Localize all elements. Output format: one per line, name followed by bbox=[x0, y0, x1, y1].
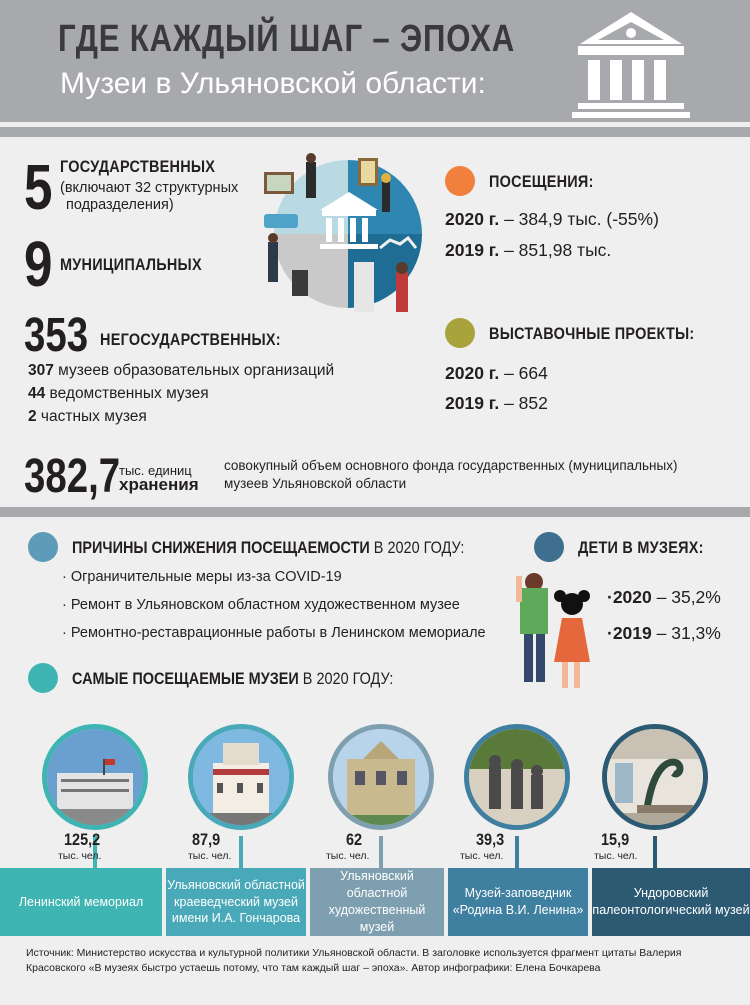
state-museums-label: ГОСУДАРСТВЕННЫХ bbox=[60, 157, 216, 176]
museum-visitors-value: 62 bbox=[346, 830, 363, 849]
fund-unit: тыс. единиц bbox=[119, 463, 192, 478]
reasons-title: ПРИЧИНЫ СНИЖЕНИЯ ПОСЕЩАЕМОСТИ В 2020 ГОДУ: bbox=[72, 538, 465, 557]
museum-name: Музей-заповедник «Родина В.И. Ленина» bbox=[448, 868, 588, 936]
reason-item: · Ограничительные меры из-за COVID-19 bbox=[62, 569, 342, 585]
museum-visitors-unit: тыс. чел. bbox=[326, 850, 370, 862]
children-illustration bbox=[516, 568, 604, 692]
nonstate-museums-label: НЕГОСУДАРСТВЕННЫХ: bbox=[100, 330, 281, 349]
divider bbox=[0, 127, 750, 137]
nonstate-museums-count: 353 bbox=[24, 309, 89, 362]
museum-visitors-value: 15,9 bbox=[601, 830, 630, 849]
museum-name: Ундоровский палеонтологический музей bbox=[592, 868, 750, 936]
municipal-museums-count: 9 bbox=[24, 228, 53, 300]
reason-item: · Ремонтно-реставрационные работы в Ленинском мемориале bbox=[62, 625, 486, 641]
visits-row: 2020 г. – 384,9 тыс. (-55%) bbox=[445, 209, 659, 229]
page-subtitle: Музеи в Ульяновской области: bbox=[60, 67, 486, 100]
museum-visitors-unit: тыс. чел. bbox=[594, 850, 638, 862]
nonstate-item: 307 музеев образовательных организаций bbox=[28, 362, 335, 379]
museum-illustration bbox=[262, 152, 430, 330]
museum-pin bbox=[515, 836, 519, 868]
museum-pin bbox=[653, 836, 657, 868]
exhibitions-row: 2020 г. – 664 bbox=[445, 363, 548, 383]
museum-photo bbox=[42, 724, 148, 830]
exhibitions-dot bbox=[445, 318, 475, 348]
children-row: ·2020 – 35,2% bbox=[607, 587, 721, 607]
museum-name: Ульяновский областной краеведческий музей имени И.А. Гончарова bbox=[166, 868, 306, 936]
museum-name: Ленинский мемориал bbox=[0, 868, 162, 936]
reasons-dot bbox=[28, 532, 58, 562]
museum-photo bbox=[188, 724, 294, 830]
fund-size-value: 382,7 bbox=[24, 450, 121, 503]
museum-photo bbox=[328, 724, 434, 830]
state-museums-count: 5 bbox=[24, 151, 53, 223]
museum-photo bbox=[602, 724, 708, 830]
museum-pin bbox=[379, 836, 383, 868]
museum-visitors-value: 125,2 bbox=[64, 830, 101, 849]
museum-photo bbox=[464, 724, 570, 830]
exhibitions-row: 2019 г. – 852 bbox=[445, 393, 548, 413]
source-footer: Источник: Министерство искусства и культурной политики Ульяновской области. В заголовке используется фрагмент цитаты Валерия Красовского «В музеях быстро устаешь потому, что там каждый шаг – эпоха». Автор инфографики: Елена Бочкарева bbox=[26, 947, 682, 974]
visits-title: ПОСЕЩЕНИЯ: bbox=[489, 172, 594, 191]
top-museums-title: САМЫЕ ПОСЕЩАЕМЫЕ МУЗЕИ В 2020 ГОДУ: bbox=[72, 669, 394, 688]
museum-name: Ульяновский областной художественный музей bbox=[310, 868, 444, 936]
top-museums-dot bbox=[28, 663, 58, 693]
museum-visitors-value: 39,3 bbox=[476, 830, 505, 849]
children-title: ДЕТИ В МУЗЕЯХ: bbox=[578, 538, 704, 557]
state-museums-note: (включают 32 структурных bbox=[60, 180, 239, 196]
museum-visitors-unit: тыс. чел. bbox=[188, 850, 232, 862]
exhibitions-title: ВЫСТАВОЧНЫЕ ПРОЕКТЫ: bbox=[489, 324, 695, 343]
museum-pin bbox=[239, 836, 243, 868]
nonstate-item: 2 частных музея bbox=[28, 408, 147, 425]
municipal-museums-label: МУНИЦИПАЛЬНЫХ bbox=[60, 255, 202, 274]
fund-description: совокупный объем основного фонда государственных (муниципальных) bbox=[224, 458, 678, 473]
visits-dot bbox=[445, 166, 475, 196]
page-title: ГДЕ КАЖДЫЙ ШАГ – ЭПОХА bbox=[58, 18, 516, 60]
divider bbox=[0, 507, 750, 517]
children-dot bbox=[534, 532, 564, 562]
museum-building-icon bbox=[572, 8, 690, 120]
reason-item: · Ремонт в Ульяновском областном художественном музее bbox=[62, 597, 460, 613]
visits-row: 2019 г. – 851,98 тыс. bbox=[445, 240, 612, 260]
museum-visitors-unit: тыс. чел. bbox=[58, 850, 102, 862]
museum-visitors-unit: тыс. чел. bbox=[460, 850, 504, 862]
nonstate-item: 44 ведомственных музея bbox=[28, 385, 209, 402]
children-row: ·2019 – 31,3% bbox=[607, 623, 721, 643]
fund-description-2: музеев Ульяновской области bbox=[224, 476, 407, 491]
fund-unit-2: хранения bbox=[119, 475, 199, 494]
museum-visitors-value: 87,9 bbox=[192, 830, 221, 849]
state-museums-note-2: подразделения) bbox=[66, 197, 174, 213]
